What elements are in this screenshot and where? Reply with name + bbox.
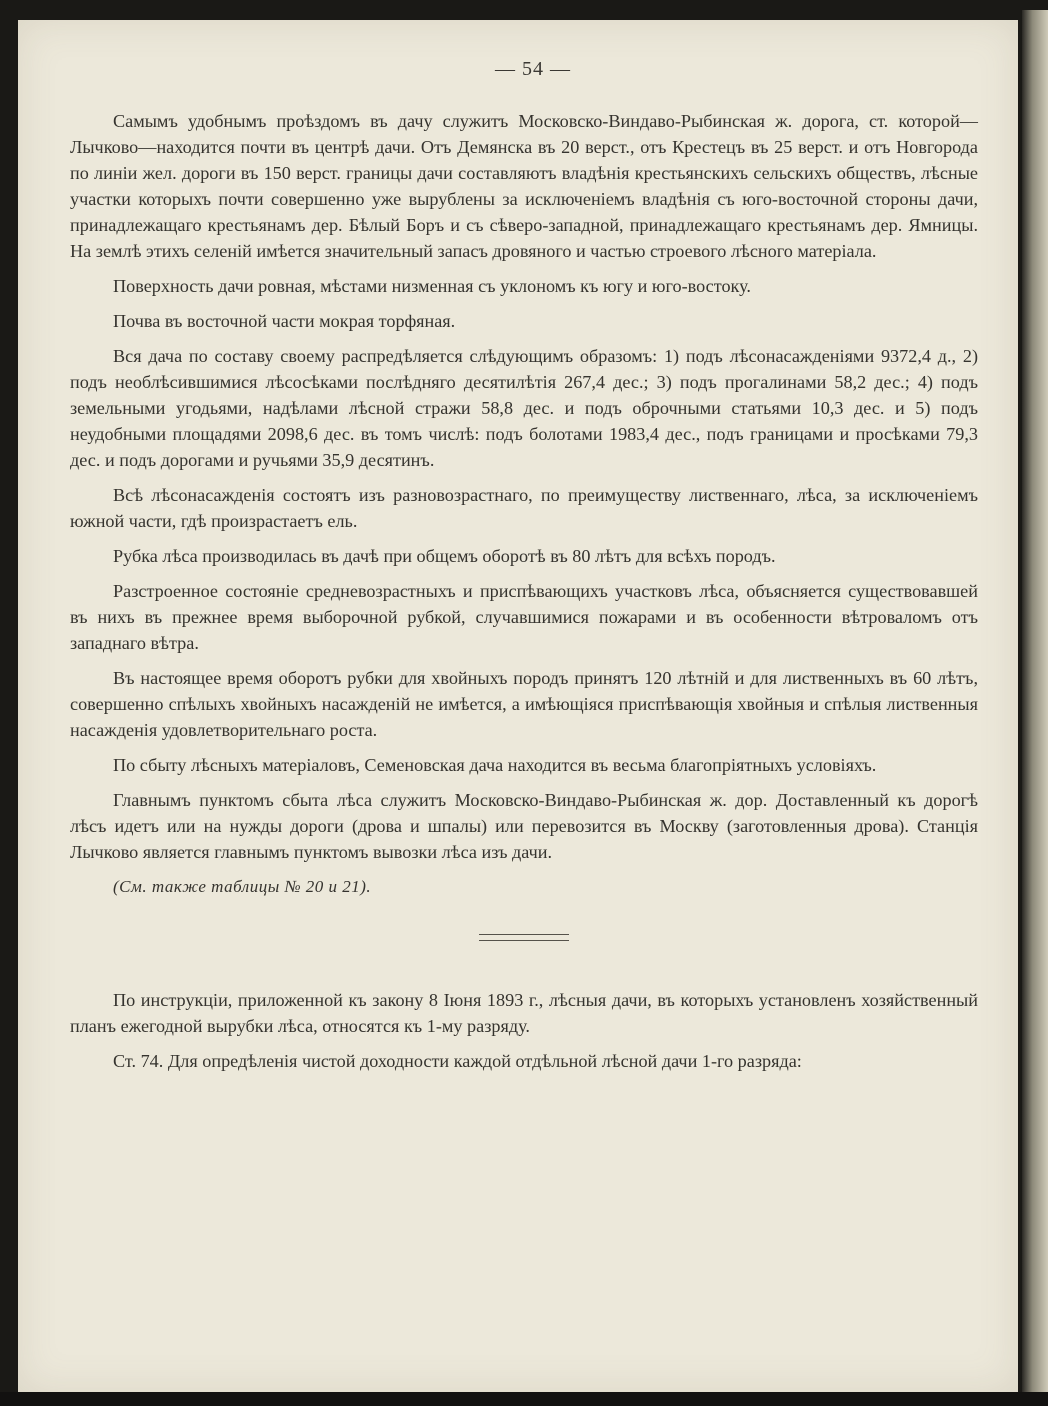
paragraph-instruction: По инструкціи, приложенной къ закону 8 Іюня 1893 г., лѣсныя дачи, въ которыхъ установленъ хозяйственный планъ ежегодной вырубки лѣса, относятся къ 1-му разряду. xyxy=(70,990,978,1036)
page-number: — 54 — xyxy=(495,58,571,80)
scan-border xyxy=(0,1392,1048,1406)
paragraph-felling: Рубка лѣса производилась въ дачѣ при общемъ оборотѣ въ 80 лѣтъ для всѣхъ породъ. xyxy=(113,546,776,566)
paragraph-market: Главнымъ пунктомъ сбыта лѣса служитъ Московско-Виндаво-Рыбинская ж. дор. Доставленный къ дорогѣ лѣсъ идетъ или на нужды дороги (дрова и шпалы) или перевозится въ Москву (заготовленныя дрова). Станція Лычково является главнымъ пунктомъ вывозки лѣса изъ дачи. xyxy=(70,790,978,862)
paragraph-rotation: Въ настоящее время оборотъ рубки для хвойныхъ породъ принятъ 120 лѣтній и для лиственныхъ въ 60 лѣтъ, совершенно спѣлыхъ хвойныхъ насажденій не имѣется, а имѣющіяся приспѣвающія хвойныя и спѣлыя лиственныя насажденія удовлетворительнаго роста. xyxy=(70,668,978,740)
paragraph-article-74: Ст. 74. Для опредѣленія чистой доходности каждой отдѣльной лѣсной дачи 1-го разряда: xyxy=(113,1051,802,1071)
paragraph-composition: Вся дача по составу своему распредѣляется слѣдующимъ образомъ: 1) подъ лѣсонасажденіями 9372,4 д., 2) подъ необлѣсившимися лѣсосѣками послѣдняго десятилѣтія 267,4 дес.; 3) подъ прогалинами 58,2 дес.; 4) подъ земельными угодьями, надѣлами лѣсной стражи 58,8 дес. и подъ оброчными статьями 10,3 дес. и 5) подъ неудобными площадями 2098,6 дес. въ томъ числѣ: подъ болотами 1983,4 дес., подъ границами и просѣками 79,3 дес. и подъ дорогами и ручьями 35,9 десятинъ. xyxy=(70,346,978,470)
paragraph-surface: Поверхность дачи ровная, мѣстами низменная съ уклономъ къ югу и юго-востоку. xyxy=(113,276,751,296)
table-reference: (См. также таблицы № 20 и 21). xyxy=(113,877,372,896)
section-divider xyxy=(479,934,569,941)
paragraph-stands: Всѣ лѣсонасажденія состоятъ изъ разновозрастнаго, по преимуществу лиственнаго, лѣса, за исключеніемъ южной части, гдѣ произрастаетъ ель. xyxy=(70,485,978,531)
paragraph-condition: Разстроенное состояніе средневозрастныхъ и приспѣвающихъ участковъ лѣса, объясняется существовавшей въ нихъ въ прежнее время выборочной рубкой, случавшимися пожарами и въ особенности вѣтроваломъ отъ западнаго вѣтра. xyxy=(70,581,978,653)
body-text xyxy=(70,108,978,1083)
paragraph-soil: Почва въ восточной части мокрая торфяная. xyxy=(113,311,456,331)
next-page-edge xyxy=(1022,10,1048,1400)
paragraph-sales: По сбыту лѣсныхъ матеріаловъ, Семеновская дача находится въ весьма благопріятныхъ условіяхъ. xyxy=(113,755,877,775)
paragraph-access: Самымъ удобнымъ проѣздомъ въ дачу служитъ Московско-Виндаво-Рыбинская ж. дорога, ст. которой—Лычково—находится почти въ центрѣ дачи. Отъ Демянска въ 20 верст., отъ Крестецъ въ 25 верст. и отъ Новгорода по линіи жел. дороги въ 150 верст. границы дачи составляютъ владѣнія крестьянскихъ сельскихъ обществъ, лѣсные участки которыхъ почти совершенно уже вырублены за исключеніемъ владѣнія съ юго-восточной стороны дачи, принадлежащаго крестьянамъ дер. Бѣлый Боръ и съ сѣверо-западной, принадлежащаго крестьянамъ дер. Ямницы. На землѣ этихъ селеній имѣется значительный запасъ дровяного и частью строевого лѣсного матеріала. xyxy=(70,111,978,261)
